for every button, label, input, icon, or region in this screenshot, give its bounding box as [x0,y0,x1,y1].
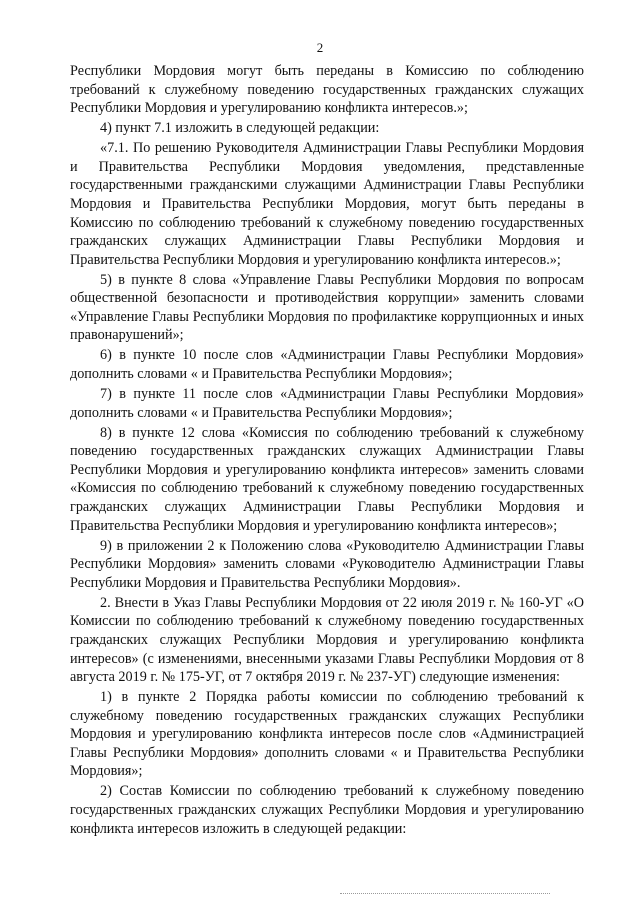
paragraph-10: 1) в пункте 2 Порядка работы комиссии по соблюдению требований к служебному поведению государственных гражданских служащих Республики Мордовия и урегулированию конфликта интересов после слов «Администрацией Главы Республики Мордовия» дополнить словами « и Правительства Республики Мордовия»; [70,689,584,780]
paragraph-2: 4) пункт 7.1 изложить в следующей редакции: [100,120,380,137]
document-body [70,62,584,840]
paragraph-5: 6) в пункте 10 после слов «Администрации Главы Республики Мордовия» дополнить словами « и Правительства Республики Мордовия»; [70,347,584,383]
paragraph-6: 7) в пункте 11 после слов «Администрации Главы Республики Мордовия» дополнить словами « и Правительства Республики Мордовия»; [70,386,584,421]
paragraph-9: 2. Внести в Указ Главы Республики Мордовия от 22 июля 2019 г. № 160-УГ «О Комиссии по соблюдению требований к служебному поведению государственных гражданских служащих Республики Мордовия и урегулированию конфликта интересов» (с изменениями, внесенными указами Главы Республики Мордовия от 8 августа 2019 г. № 175-УГ, от 7 октября 2019 г. № 237-УГ) следующие изменения: [70,594,584,686]
paragraph-4: 5) в пункте 8 слова «Управление Главы Республики Мордовия по вопросам общественной безопасности и противодействия коррупции» заменить словами «Управление Главы Республики Мордовия по профилактике коррупционных и иных правонарушений»; [70,271,584,344]
paragraph-7: 8) в пункте 12 слова «Комиссия по соблюдению требований к служебному поведению государственных гражданских служащих Администрации Главы Республики Мордовия и урегулированию конфликта интересов» заменить словами «Комиссия по соблюдению требований к служебному поведению государственных гражданских служащих Администрации Главы Республики Мордовия и Правительства Республики Мордовия и урегулированию конфликта интересов»; [70,424,584,534]
paragraph-11: 2) Состав Комиссии по соблюдению требований к служебному поведению государственных гражданских служащих Республики Мордовия и урегулированию конфликта интересов изложить в следующей редакции: [70,783,584,837]
paragraph-1: Республики Мордовия могут быть переданы в Комиссию по соблюдению требований к служебному поведению государственных гражданских служащих Республики Мордовия и урегулированию конфликта интересов.»; [70,63,584,117]
scan-edge-mark [340,893,550,895]
paragraph-8: 9) в приложении 2 к Положению слова «Руководителю Администрации Главы Республики Мордовия» заменить словами «Руководителю Администрации Главы Республики Мордовия и Правительства Республики Мордовия». [70,537,584,591]
page-number: 2 [316,40,324,55]
paragraph-3: «7.1. По решению Руководителя Администрации Главы Республики Мордовия и Правительства Республики Мордовия уведомления, представленные государственными гражданскими служащими Администрации Главы Республики Мордовия и Правительства Республики Мордовия, могут быть переданы в Комиссию по соблюдению требований к служебному поведению государственных гражданских служащих Администрации Главы Республики Мордовия и Правительства Республики Мордовия и урегулированию конфликта интересов.»; [70,140,584,268]
